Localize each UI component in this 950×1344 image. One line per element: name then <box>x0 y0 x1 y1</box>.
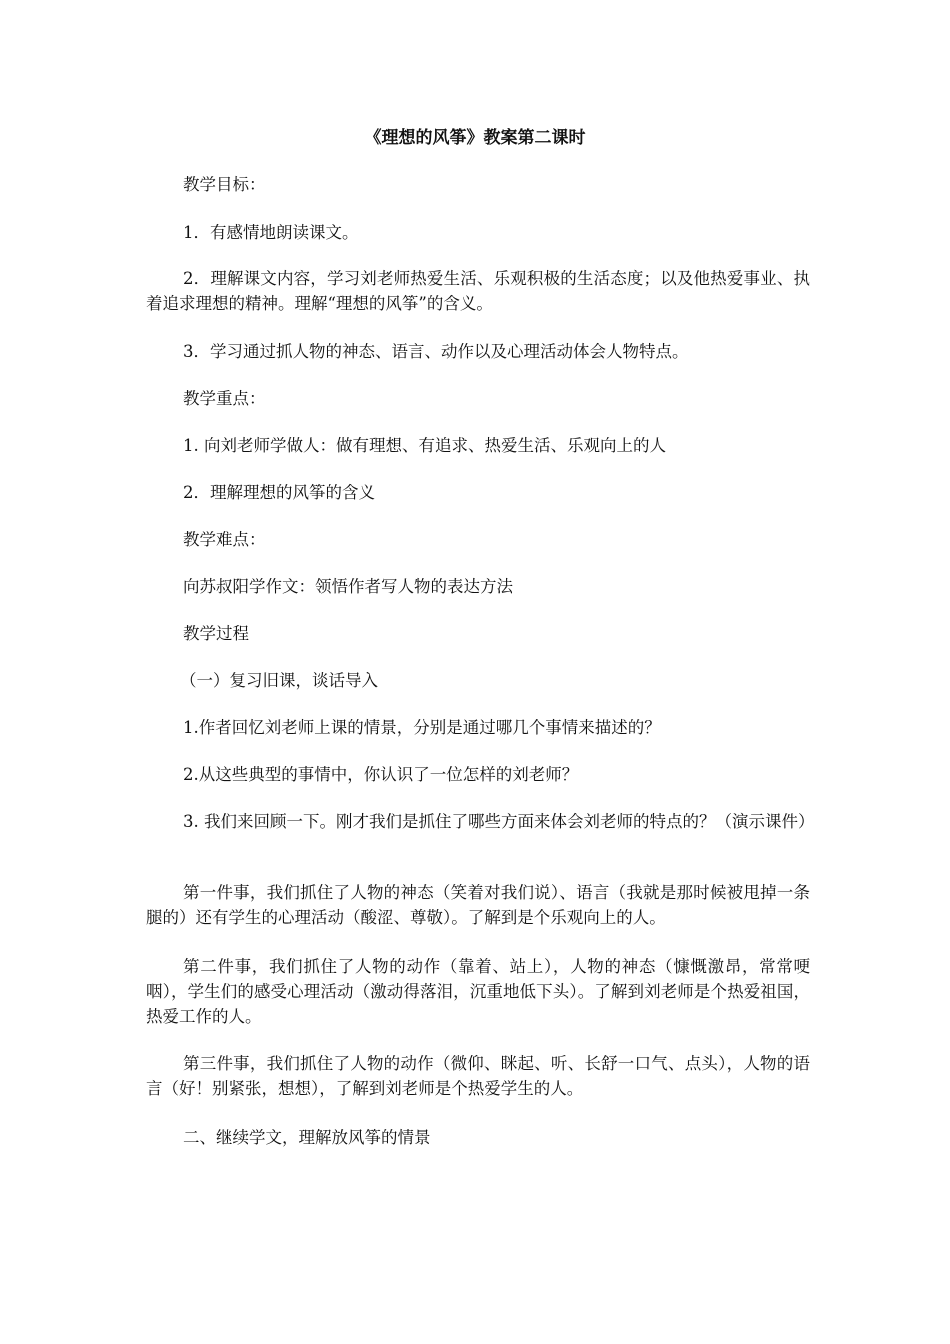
paragraph-question-2: 2.从这些典型的事情中，你认识了一位怎样的刘老师？ <box>183 765 579 784</box>
paragraph-difficulty-heading: 教学难点： <box>183 530 266 549</box>
paragraph-third-event: 第三件事，我们抓住了人物的动作（微仰、眯起、听、长舒一口气、点头），人物的语言（好！别紧张，想想），了解到刘老师是个热爱学生的人。 <box>146 1054 810 1098</box>
paragraph-goal-2: 2．理解课文内容，学习刘老师热爱生活、乐观积极的生活态度；以及他热爱事业、执着追求理想的精神。理解“理想的风筝”的含义。 <box>146 269 810 313</box>
paragraph-teaching-goals-heading: 教学目标： <box>183 175 266 194</box>
paragraph-question-3: 3. 我们来回顾一下。刚才我们是抓住了哪些方面来体会刘老师的特点的？（演示课件） <box>183 812 815 831</box>
paragraph-difficulty: 向苏叔阳学作文：领悟作者写人物的表达方法 <box>183 577 513 596</box>
paragraph-goal-1: 1．有感情地朗读课文。 <box>183 223 359 242</box>
document-title: 《理想的风筝》教案第二课时 <box>364 128 586 148</box>
paragraph-key-point-2: 2．理解理想的风筝的含义 <box>183 483 375 502</box>
paragraph-second-event: 第二件事，我们抓住了人物的动作（靠着、站上），人物的神态（慷慨激昂，常常哽咽），学生们的感受心理活动（激动得落泪，沉重地低下头）。了解到刘老师是个热爱祖国，热爱工作的人。 <box>146 957 810 1026</box>
paragraph-question-1: 1.作者回忆刘老师上课的情景，分别是通过哪几个事情来描述的？ <box>183 718 661 737</box>
paragraph-first-event: 第一件事，我们抓住了人物的神态（笑着对我们说）、语言（我就是那时候被甩掉一条腿的）还有学生的心理活动（酸涩、尊敬）。了解到是个乐观向上的人。 <box>146 883 810 927</box>
paragraph-goal-3: 3．学习通过抓人物的神态、语言、动作以及心理活动体会人物特点。 <box>183 342 689 361</box>
paragraph-process-heading: 教学过程 <box>183 624 249 643</box>
paragraph-key-point-1: 1. 向刘老师学做人：做有理想、有追求、热爱生活、乐观向上的人 <box>183 436 666 455</box>
paragraph-section-1-heading: （一）复习旧课，谈话导入 <box>180 671 378 690</box>
paragraph-key-points-heading: 教学重点： <box>183 389 266 408</box>
paragraph-section-2-heading: 二、继续学文，理解放风筝的情景 <box>183 1128 431 1147</box>
